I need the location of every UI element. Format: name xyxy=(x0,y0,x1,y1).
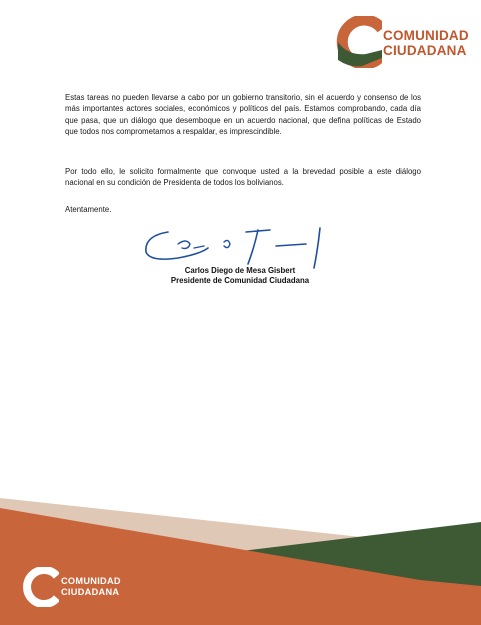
body-paragraph-2: Por todo ello, le solicito formalmente que convoque usted a la brevedad posible a este diálogo nacional en su condición de Presidenta de todos los bolivianos. xyxy=(65,167,421,188)
logo-line-2: CIUDADANA xyxy=(383,43,467,58)
footer-logo xyxy=(23,567,133,607)
logo-line-1: COMUNIDAD xyxy=(383,28,469,43)
closing-line: Atentamente. xyxy=(65,205,112,214)
signatory-name: Carlos Diego de Mesa Gisbert xyxy=(184,266,296,275)
comunidad-ciudadana-logo-icon xyxy=(336,16,382,68)
signatory-title: Presidente de Comunidad Ciudadana xyxy=(170,276,310,285)
footer-logo-line-2: CIUDADANA xyxy=(61,587,120,597)
body-paragraph-1: Estas tareas no pueden llevarse a cabo por un gobierno transitorio, sin el acuerdo y consenso de los más importantes actores sociales, económicos y políticos del país. Estamos comprobando, cada día que pasa, que un diálogo que desemboque en un acuerdo nacional, que defina políticas de Estado que todos nos comprometamos a respaldar, es imprescindible. xyxy=(65,93,421,137)
comunidad-ciudadana-logo-icon xyxy=(23,567,59,607)
footer-logo-line-1: COMUNIDAD xyxy=(61,576,121,586)
header-logo xyxy=(336,16,469,70)
